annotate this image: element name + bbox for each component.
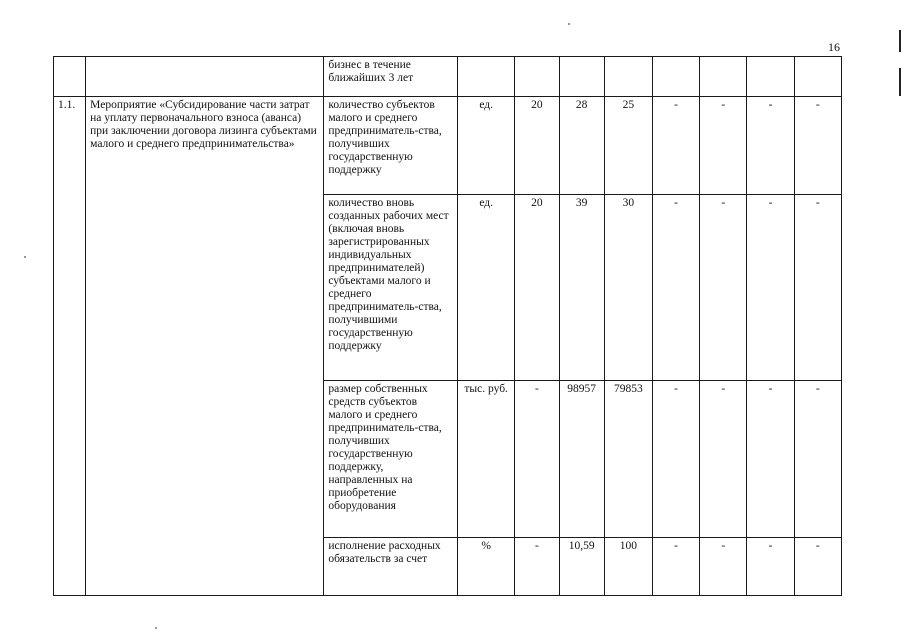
value-cell: - (700, 381, 747, 538)
indicator-cell: количество вновь созданных рабочих мест (включая вновь зарегистрированных индивидуальных предпринимателей) субъектами малого и среднего предприниматель-ства, получившими государственную поддержку (324, 195, 458, 381)
page-number: 16 (828, 40, 840, 54)
unit-cell: ед. (458, 97, 515, 195)
value-cell: 39 (559, 195, 604, 381)
value-cell: - (700, 538, 747, 596)
value-cell: 10,59 (559, 538, 604, 596)
value-cell (747, 57, 794, 97)
indicator-cell: количество субъектов малого и среднего предприниматель-ства, получивших государственную поддержку (324, 97, 458, 195)
value-cell: 30 (604, 195, 652, 381)
value-cell (515, 57, 559, 97)
value-cell (700, 57, 747, 97)
value-cell (794, 57, 841, 97)
value-cell: - (794, 97, 841, 195)
margin-mark (899, 68, 901, 96)
table-row (54, 57, 842, 97)
unit-cell: % (458, 538, 515, 596)
margin-mark (899, 30, 901, 52)
value-cell: 20 (515, 195, 559, 381)
value-cell: 20 (515, 97, 559, 195)
scan-speck (155, 627, 157, 629)
number-cell (54, 57, 86, 97)
unit-cell: ед. (458, 195, 515, 381)
value-cell: 25 (604, 97, 652, 195)
value-cell: - (794, 538, 841, 596)
value-cell (559, 57, 604, 97)
value-cell: - (652, 538, 699, 596)
unit-cell (458, 57, 515, 97)
item-title: Мероприятие «Субсидирование части затрат на уплату первоначального взноса (аванса) при заключении договора лизинга субъектами малого и среднего предпринимательства» (86, 97, 324, 596)
value-cell: - (747, 538, 794, 596)
indicators-table (53, 56, 842, 596)
value-cell: - (515, 381, 559, 538)
scan-speck (568, 23, 570, 25)
value-cell: 28 (559, 97, 604, 195)
value-cell: - (747, 97, 794, 195)
value-cell: - (652, 195, 699, 381)
indicator-cell: бизнес в течение ближайших 3 лет (324, 57, 458, 97)
table-row (54, 97, 842, 195)
unit-cell: тыс. руб. (458, 381, 515, 538)
value-cell: - (747, 195, 794, 381)
value-cell: - (794, 381, 841, 538)
value-cell: - (700, 97, 747, 195)
value-cell: - (747, 381, 794, 538)
scan-speck (24, 256, 26, 258)
value-cell: - (515, 538, 559, 596)
value-cell: 98957 (559, 381, 604, 538)
value-cell (604, 57, 652, 97)
value-cell: 100 (604, 538, 652, 596)
value-cell: - (700, 195, 747, 381)
value-cell: - (652, 97, 699, 195)
indicator-cell: исполнение расходных обязательств за счет (324, 538, 458, 596)
title-cell (86, 57, 324, 97)
value-cell: 79853 (604, 381, 652, 538)
value-cell (652, 57, 699, 97)
value-cell: - (794, 195, 841, 381)
item-number: 1.1. (54, 97, 86, 596)
indicator-cell: размер собственных средств субъектов малого и среднего предприниматель-ства, получивших государственную поддержку, направленных на приобретение оборудования (324, 381, 458, 538)
value-cell: - (652, 381, 699, 538)
